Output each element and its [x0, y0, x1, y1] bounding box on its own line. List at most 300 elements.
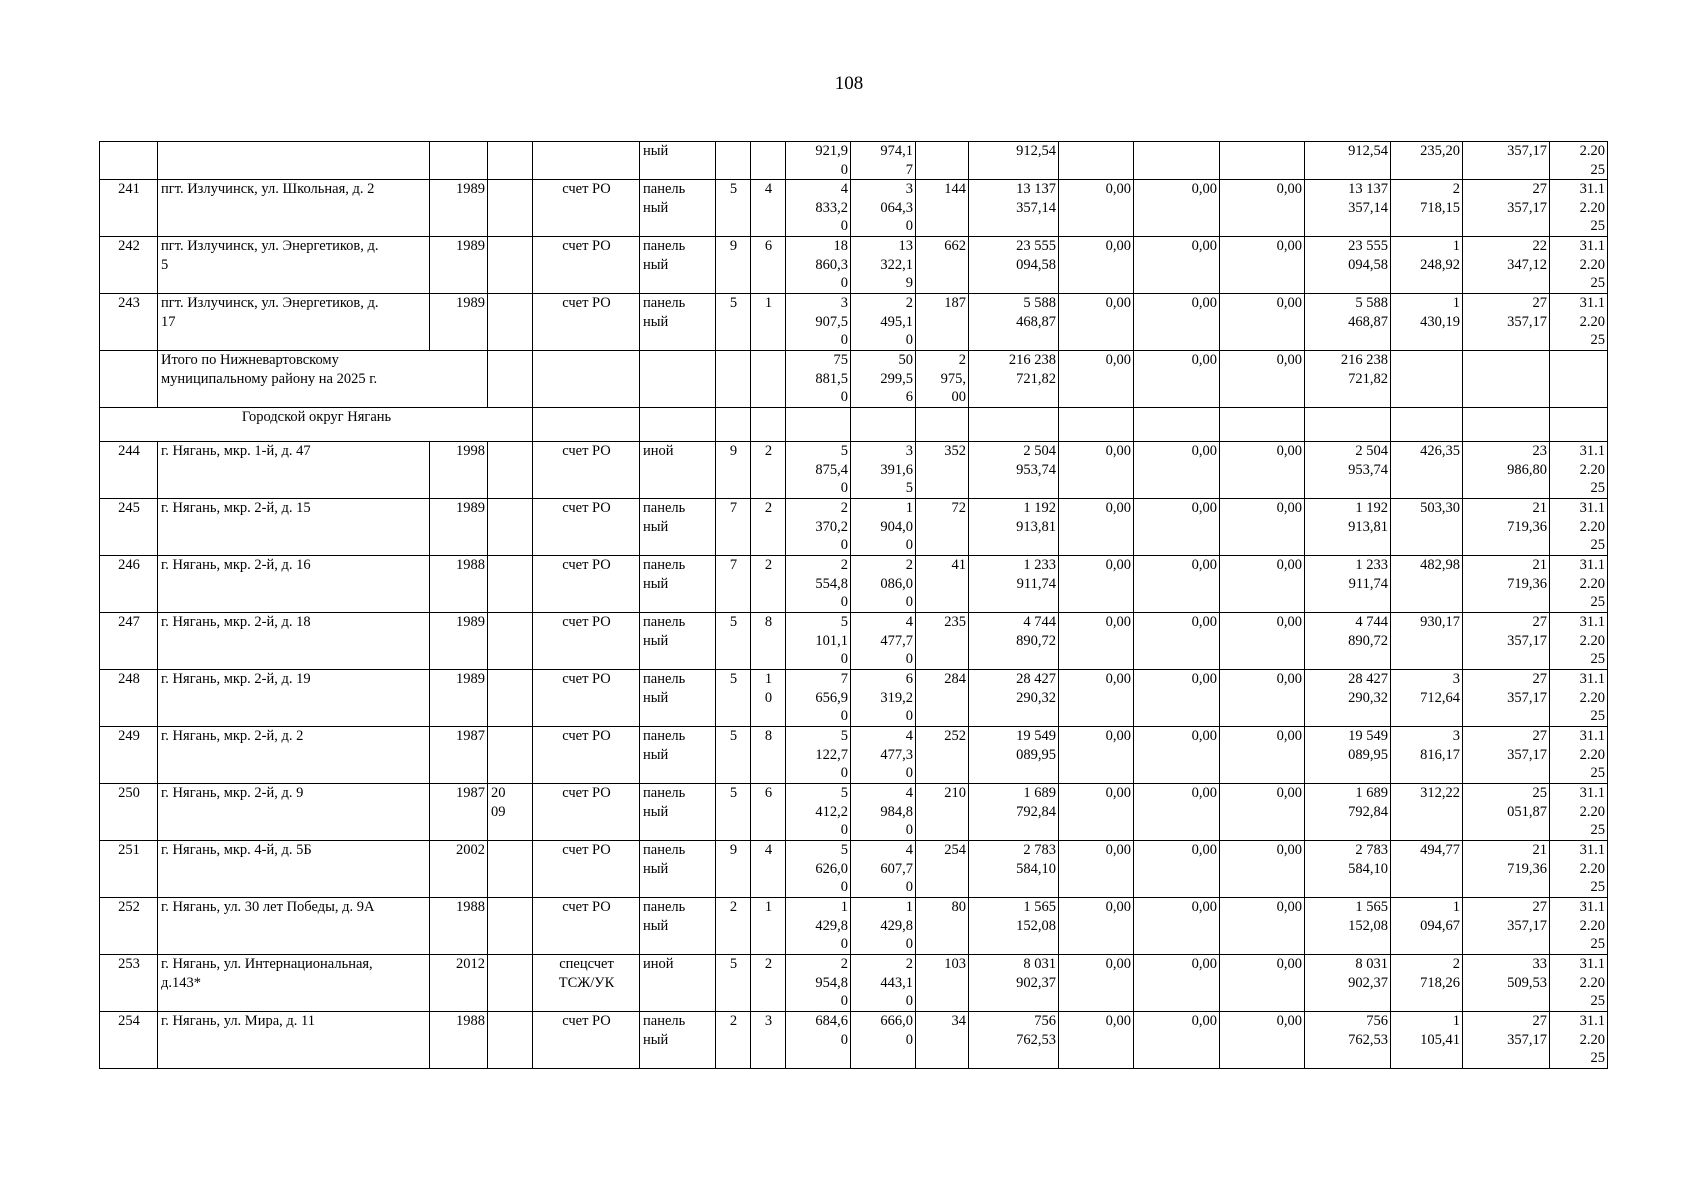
cell-fund-reg: 0,00 [1134, 727, 1220, 784]
cell-address: г. Нягань, мкр. 2-й, д. 18 [158, 613, 430, 670]
cell-address: г. Нягань, мкр. 2-й, д. 15 [158, 499, 430, 556]
cell-area-total: 5 101,1 0 [786, 613, 851, 670]
cell-cost-per-m2: 2 718,26 [1391, 955, 1463, 1012]
cell-residents: 80 [916, 898, 969, 955]
cell-fund-loc: 0,00 [1220, 898, 1305, 955]
table-row [100, 180, 1608, 237]
cell-area-total: 5 412,2 0 [786, 784, 851, 841]
cell-method: счет РО [533, 1012, 640, 1069]
cell-num: 251 [100, 841, 158, 898]
cell-num: 248 [100, 670, 158, 727]
cell-method: счет РО [533, 898, 640, 955]
cell-year-reno [488, 898, 533, 955]
cell-area-living: 2 443,1 0 [851, 955, 916, 1012]
cell-deadline: 31.1 2.20 25 [1550, 955, 1608, 1012]
cell-residents: 210 [916, 784, 969, 841]
cell-fund-reg: 0,00 [1134, 556, 1220, 613]
cell-deadline: 2.20 25 [1550, 142, 1608, 180]
subtotal-fund-reg: 0,00 [1134, 351, 1220, 408]
cell-residents: 252 [916, 727, 969, 784]
cell-area-living: 1 429,8 0 [851, 898, 916, 955]
cell-limit-cost: 27 357,17 [1463, 898, 1550, 955]
cell-cost-total: 1 565 152,08 [969, 898, 1059, 955]
cell-fund-loc: 0,00 [1220, 727, 1305, 784]
cell-residents: 235 [916, 613, 969, 670]
cell-cost-per-m2: 1 094,67 [1391, 898, 1463, 955]
cell-num: 244 [100, 442, 158, 499]
table-row [100, 499, 1608, 556]
cell-fund-reg: 0,00 [1134, 898, 1220, 955]
cell-year-reno [488, 955, 533, 1012]
cell-area-living: 2 495,1 0 [851, 294, 916, 351]
cell-fund-fed: 0,00 [1059, 556, 1134, 613]
cell-material: панель ный [640, 784, 716, 841]
subtotal-area-total: 75 881,5 0 [786, 351, 851, 408]
cell-limit-cost: 27 357,17 [1463, 613, 1550, 670]
cell-num: 247 [100, 613, 158, 670]
cell-area-living: 4 984,8 0 [851, 784, 916, 841]
cell-residents: 254 [916, 841, 969, 898]
cell-floors: 5 [716, 727, 751, 784]
cell-fund-fed: 0,00 [1059, 955, 1134, 1012]
cell-year-reno [488, 613, 533, 670]
cell-cost-per-m2: 2 718,15 [1391, 180, 1463, 237]
cell-fund-owners: 28 427 290,32 [1305, 670, 1391, 727]
cell-fund-owners: 4 744 890,72 [1305, 613, 1391, 670]
table-row [100, 955, 1608, 1012]
cell-deadline: 31.1 2.20 25 [1550, 442, 1608, 499]
cell-material: панель ный [640, 670, 716, 727]
cell-fund-loc: 0,00 [1220, 294, 1305, 351]
cell-limit-cost: 25 051,87 [1463, 784, 1550, 841]
cell-area-living: 4 607,7 0 [851, 841, 916, 898]
cell-deadline: 31.1 2.20 25 [1550, 841, 1608, 898]
cell-residents: 144 [916, 180, 969, 237]
cell-entrances: 3 [751, 1012, 786, 1069]
cell-cost-total: 1 192 913,81 [969, 499, 1059, 556]
table-row [100, 294, 1608, 351]
cell-area-living: 666,0 0 [851, 1012, 916, 1069]
cell-material: панель ный [640, 180, 716, 237]
cell-area-living: 3 064,3 0 [851, 180, 916, 237]
table-row [100, 613, 1608, 670]
cell-year-reno [488, 499, 533, 556]
cell-material: панель ный [640, 898, 716, 955]
cell-material: иной [640, 955, 716, 1012]
cell-floors: 5 [716, 613, 751, 670]
cell-year: 1989 [430, 499, 488, 556]
cell-year-reno [488, 294, 533, 351]
cell-year-reno: 20 09 [488, 784, 533, 841]
cell-method: счет РО [533, 499, 640, 556]
cell-year: 1988 [430, 556, 488, 613]
cell-limit-cost: 27 357,17 [1463, 670, 1550, 727]
cell-fund-loc: 0,00 [1220, 955, 1305, 1012]
cell-entrances: 8 [751, 613, 786, 670]
cell-area-living: 6 319,2 0 [851, 670, 916, 727]
cell-fund-fed: 0,00 [1059, 180, 1134, 237]
cell-fund-owners: 1 233 911,74 [1305, 556, 1391, 613]
cell-address: г. Нягань, мкр. 2-й, д. 19 [158, 670, 430, 727]
cell-entrances: 1 [751, 898, 786, 955]
cell-floors: 7 [716, 499, 751, 556]
cell-fund-fed: 0,00 [1059, 784, 1134, 841]
cell-method: счет РО [533, 784, 640, 841]
cell-area-total: 2 370,2 0 [786, 499, 851, 556]
cell-area-living: 3 391,6 5 [851, 442, 916, 499]
cell-fund-reg: 0,00 [1134, 955, 1220, 1012]
section-title: Городской округ Нягань [100, 408, 533, 442]
cell-deadline: 31.1 2.20 25 [1550, 556, 1608, 613]
cell-method: счет РО [533, 442, 640, 499]
cell-cost-total: 5 588 468,87 [969, 294, 1059, 351]
cell-year: 1998 [430, 442, 488, 499]
cell-deadline: 31.1 2.20 25 [1550, 1012, 1608, 1069]
cell-material: панель ный [640, 556, 716, 613]
cell-area-living: 13 322,1 9 [851, 237, 916, 294]
cell-area-living: 4 477,3 0 [851, 727, 916, 784]
cell-num: 243 [100, 294, 158, 351]
table-row [100, 237, 1608, 294]
cell-method: спецсчет ТСЖ/УК [533, 955, 640, 1012]
cell-fund-owners: 23 555 094,58 [1305, 237, 1391, 294]
cell-fund-loc: 0,00 [1220, 442, 1305, 499]
cell-floors: 9 [716, 841, 751, 898]
cell-cost-total: 28 427 290,32 [969, 670, 1059, 727]
cell-num: 252 [100, 898, 158, 955]
cell-year: 1989 [430, 670, 488, 727]
cell-deadline: 31.1 2.20 25 [1550, 727, 1608, 784]
cell-area-total: 4 833,2 0 [786, 180, 851, 237]
cell-num: 254 [100, 1012, 158, 1069]
cell-limit-cost: 27 357,17 [1463, 1012, 1550, 1069]
cell-cost-per-m2: 312,22 [1391, 784, 1463, 841]
cell-fund-owners: 1 565 152,08 [1305, 898, 1391, 955]
cell-fund-fed: 0,00 [1059, 1012, 1134, 1069]
cell-limit-cost: 357,17 [1463, 142, 1550, 180]
table-body [100, 142, 1608, 1069]
cell-cost-per-m2: 1 105,41 [1391, 1012, 1463, 1069]
cell-area-total: 5 122,7 0 [786, 727, 851, 784]
cell-fund-owners: 1 192 913,81 [1305, 499, 1391, 556]
cell-year: 1989 [430, 294, 488, 351]
cell-limit-cost: 23 986,80 [1463, 442, 1550, 499]
cell-fund-loc: 0,00 [1220, 237, 1305, 294]
cell-year: 2012 [430, 955, 488, 1012]
cell-num: 241 [100, 180, 158, 237]
cell-residents: 41 [916, 556, 969, 613]
cell-fund-loc: 0,00 [1220, 499, 1305, 556]
cell-entrances: 2 [751, 499, 786, 556]
cell-residents: 187 [916, 294, 969, 351]
cell-year-reno [488, 670, 533, 727]
cell-entrances: 2 [751, 955, 786, 1012]
cell-area-total: 684,6 0 [786, 1012, 851, 1069]
cell-residents: 284 [916, 670, 969, 727]
cell-fund-loc: 0,00 [1220, 180, 1305, 237]
cell-floors: 5 [716, 955, 751, 1012]
cell-fund-loc: 0,00 [1220, 784, 1305, 841]
cell-cost-total: 2 504 953,74 [969, 442, 1059, 499]
cell-num: 245 [100, 499, 158, 556]
cell-fund-loc: 0,00 [1220, 556, 1305, 613]
cell-area-total: 18 860,3 0 [786, 237, 851, 294]
cell-year: 1989 [430, 180, 488, 237]
cell-area-total: 1 429,8 0 [786, 898, 851, 955]
cell-fund-reg: 0,00 [1134, 784, 1220, 841]
cell-area-total: 921,9 0 [786, 142, 851, 180]
cell-year-reno [488, 442, 533, 499]
cell-fund-fed: 0,00 [1059, 442, 1134, 499]
cell-address: пгт. Излучинск, ул. Энергетиков, д. 5 [158, 237, 430, 294]
cell-limit-cost: 22 347,12 [1463, 237, 1550, 294]
cell-cost-total: 2 783 584,10 [969, 841, 1059, 898]
cell-cost-per-m2: 930,17 [1391, 613, 1463, 670]
cell-fund-owners: 19 549 089,95 [1305, 727, 1391, 784]
cell-fund-reg: 0,00 [1134, 670, 1220, 727]
capital-repair-table [99, 141, 1608, 1069]
cell-floors: 9 [716, 442, 751, 499]
cell-area-total: 5 875,4 0 [786, 442, 851, 499]
cell-residents: 72 [916, 499, 969, 556]
cell-fund-loc: 0,00 [1220, 1012, 1305, 1069]
cell-fund-owners: 756 762,53 [1305, 1012, 1391, 1069]
cell-fund-reg: 0,00 [1134, 442, 1220, 499]
cell-year-reno [488, 180, 533, 237]
cell-year-reno [488, 556, 533, 613]
cell-fund-reg: 0,00 [1134, 1012, 1220, 1069]
cell-year-reno [488, 1012, 533, 1069]
cell-entrances: 2 [751, 556, 786, 613]
section-header-row [100, 408, 1608, 442]
cell-area-total: 7 656,9 0 [786, 670, 851, 727]
cell-method: счет РО [533, 670, 640, 727]
cell-residents: 662 [916, 237, 969, 294]
cell-material: панель ный [640, 237, 716, 294]
table-row [100, 1012, 1608, 1069]
cell-method: счет РО [533, 180, 640, 237]
page-number: 108 [834, 73, 864, 94]
cell-method: счет РО [533, 727, 640, 784]
cell-entrances: 1 [751, 294, 786, 351]
cell-area-living: 2 086,0 0 [851, 556, 916, 613]
cell-cost-total: 19 549 089,95 [969, 727, 1059, 784]
cell-num: 242 [100, 237, 158, 294]
cell-year: 2002 [430, 841, 488, 898]
cell-method: счет РО [533, 294, 640, 351]
cell-fund-fed: 0,00 [1059, 294, 1134, 351]
cell-entrances: 2 [751, 442, 786, 499]
cell-year-reno [488, 841, 533, 898]
cell-fund-reg: 0,00 [1134, 499, 1220, 556]
cell-material: панель ный [640, 727, 716, 784]
cell-num: 246 [100, 556, 158, 613]
cell-fund-owners: 8 031 902,37 [1305, 955, 1391, 1012]
table-row [100, 727, 1608, 784]
cell-address: г. Нягань, мкр. 2-й, д. 9 [158, 784, 430, 841]
cell-residents: 34 [916, 1012, 969, 1069]
table-row [100, 442, 1608, 499]
cell-area-living: 974,1 7 [851, 142, 916, 180]
cell-year: 1989 [430, 237, 488, 294]
cell-cost-per-m2: 235,20 [1391, 142, 1463, 180]
cell-deadline: 31.1 2.20 25 [1550, 180, 1608, 237]
cell-year: 1987 [430, 727, 488, 784]
cell-fund-loc: 0,00 [1220, 841, 1305, 898]
cell-material: панель ный [640, 613, 716, 670]
cell-fund-owners: 2 783 584,10 [1305, 841, 1391, 898]
cell-year: 1988 [430, 1012, 488, 1069]
table-row [100, 670, 1608, 727]
table-row [100, 556, 1608, 613]
cell-limit-cost: 21 719,36 [1463, 841, 1550, 898]
cell-cost-per-m2: 3 712,64 [1391, 670, 1463, 727]
cell-fund-reg: 0,00 [1134, 294, 1220, 351]
cell-deadline: 31.1 2.20 25 [1550, 499, 1608, 556]
cell-fund-loc: 0,00 [1220, 613, 1305, 670]
cell-fund-fed: 0,00 [1059, 898, 1134, 955]
cell-deadline: 31.1 2.20 25 [1550, 294, 1608, 351]
table-row [100, 841, 1608, 898]
cell-limit-cost: 27 357,17 [1463, 727, 1550, 784]
cell-fund-loc: 0,00 [1220, 670, 1305, 727]
cell-num: 249 [100, 727, 158, 784]
cell-fund-fed: 0,00 [1059, 499, 1134, 556]
cell-entrances: 4 [751, 841, 786, 898]
cell-cost-per-m2: 3 816,17 [1391, 727, 1463, 784]
cell-floors: 5 [716, 180, 751, 237]
cell-entrances: 6 [751, 237, 786, 294]
cell-deadline: 31.1 2.20 25 [1550, 613, 1608, 670]
table-row [100, 784, 1608, 841]
cell-entrances: 4 [751, 180, 786, 237]
cell-cost-total: 1 233 911,74 [969, 556, 1059, 613]
cell-address: г. Нягань, мкр. 2-й, д. 16 [158, 556, 430, 613]
cell-fund-owners: 2 504 953,74 [1305, 442, 1391, 499]
table-row [100, 898, 1608, 955]
cell-cost-per-m2: 1 248,92 [1391, 237, 1463, 294]
cell-cost-total: 8 031 902,37 [969, 955, 1059, 1012]
cell-method: счет РО [533, 841, 640, 898]
cell-address: г. Нягань, ул. Интернациональная, д.143* [158, 955, 430, 1012]
cell-limit-cost: 21 719,36 [1463, 556, 1550, 613]
cell-fund-owners: 1 689 792,84 [1305, 784, 1391, 841]
cell-fund-fed: 0,00 [1059, 727, 1134, 784]
cell-area-total: 3 907,5 0 [786, 294, 851, 351]
cell-deadline: 31.1 2.20 25 [1550, 237, 1608, 294]
cell-fund-fed: 0,00 [1059, 237, 1134, 294]
cell-address: г. Нягань, мкр. 4-й, д. 5Б [158, 841, 430, 898]
subtotal-residents: 2 975, 00 [916, 351, 969, 408]
cell-year-reno [488, 727, 533, 784]
subtotal-area-living: 50 299,5 6 [851, 351, 916, 408]
cell-material: панель ный [640, 294, 716, 351]
cell-area-living: 1 904,0 0 [851, 499, 916, 556]
cell-fund-owners: 912,54 [1305, 142, 1391, 180]
cell-year: 1988 [430, 898, 488, 955]
cell-material: ный [640, 142, 716, 180]
cell-residents: 352 [916, 442, 969, 499]
cell-num: 253 [100, 955, 158, 1012]
cell-method: счет РО [533, 613, 640, 670]
cell-material: панель ный [640, 841, 716, 898]
cell-year-reno [488, 237, 533, 294]
subtotal-fund-owners: 216 238 721,82 [1305, 351, 1391, 408]
cell-address: г. Нягань, ул. Мира, д. 11 [158, 1012, 430, 1069]
cell-deadline: 31.1 2.20 25 [1550, 898, 1608, 955]
subtotal-cost-total: 216 238 721,82 [969, 351, 1059, 408]
cell-area-total: 2 954,8 0 [786, 955, 851, 1012]
cell-cost-per-m2: 1 430,19 [1391, 294, 1463, 351]
subtotal-row [100, 351, 1608, 408]
cell-address: г. Нягань, мкр. 1-й, д. 47 [158, 442, 430, 499]
cell-deadline: 31.1 2.20 25 [1550, 670, 1608, 727]
cell-year: 1987 [430, 784, 488, 841]
cell-floors: 5 [716, 294, 751, 351]
cell-floors: 9 [716, 237, 751, 294]
cell-area-living: 4 477,7 0 [851, 613, 916, 670]
cell-area-total: 2 554,8 0 [786, 556, 851, 613]
cell-entrances: 8 [751, 727, 786, 784]
cell-fund-reg: 0,00 [1134, 237, 1220, 294]
cell-cost-per-m2: 482,98 [1391, 556, 1463, 613]
cell-entrances: 1 0 [751, 670, 786, 727]
subtotal-fund-loc: 0,00 [1220, 351, 1305, 408]
cell-cost-total: 1 689 792,84 [969, 784, 1059, 841]
cell-floors: 2 [716, 898, 751, 955]
cell-material: иной [640, 442, 716, 499]
cell-floors: 2 [716, 1012, 751, 1069]
cell-method: счет РО [533, 556, 640, 613]
cell-num: 250 [100, 784, 158, 841]
cell-fund-fed: 0,00 [1059, 670, 1134, 727]
cell-cost-per-m2: 426,35 [1391, 442, 1463, 499]
cell-entrances: 6 [751, 784, 786, 841]
cell-fund-fed: 0,00 [1059, 613, 1134, 670]
cell-material: панель ный [640, 1012, 716, 1069]
cell-cost-total: 23 555 094,58 [969, 237, 1059, 294]
cell-fund-reg: 0,00 [1134, 841, 1220, 898]
cell-floors: 5 [716, 784, 751, 841]
cell-material: панель ный [640, 499, 716, 556]
cell-limit-cost: 27 357,17 [1463, 180, 1550, 237]
cell-cost-total: 13 137 357,14 [969, 180, 1059, 237]
cell-residents: 103 [916, 955, 969, 1012]
cell-year: 1989 [430, 613, 488, 670]
cell-cost-per-m2: 503,30 [1391, 499, 1463, 556]
cell-area-total: 5 626,0 0 [786, 841, 851, 898]
cell-cost-total: 4 744 890,72 [969, 613, 1059, 670]
cell-fund-reg: 0,00 [1134, 613, 1220, 670]
cell-limit-cost: 33 509,53 [1463, 955, 1550, 1012]
cell-address: пгт. Излучинск, ул. Школьная, д. 2 [158, 180, 430, 237]
table-row-continued [100, 142, 1608, 180]
subtotal-fund-fed: 0,00 [1059, 351, 1134, 408]
cell-fund-reg: 0,00 [1134, 180, 1220, 237]
cell-limit-cost: 21 719,36 [1463, 499, 1550, 556]
cell-method: счет РО [533, 237, 640, 294]
cell-address: г. Нягань, ул. 30 лет Победы, д. 9А [158, 898, 430, 955]
cell-fund-fed: 0,00 [1059, 841, 1134, 898]
cell-floors: 7 [716, 556, 751, 613]
cell-fund-owners: 5 588 468,87 [1305, 294, 1391, 351]
cell-cost-total: 912,54 [969, 142, 1059, 180]
cell-address: г. Нягань, мкр. 2-й, д. 2 [158, 727, 430, 784]
cell-address: пгт. Излучинск, ул. Энергетиков, д. 17 [158, 294, 430, 351]
cell-fund-owners: 13 137 357,14 [1305, 180, 1391, 237]
cell-floors: 5 [716, 670, 751, 727]
cell-deadline: 31.1 2.20 25 [1550, 784, 1608, 841]
